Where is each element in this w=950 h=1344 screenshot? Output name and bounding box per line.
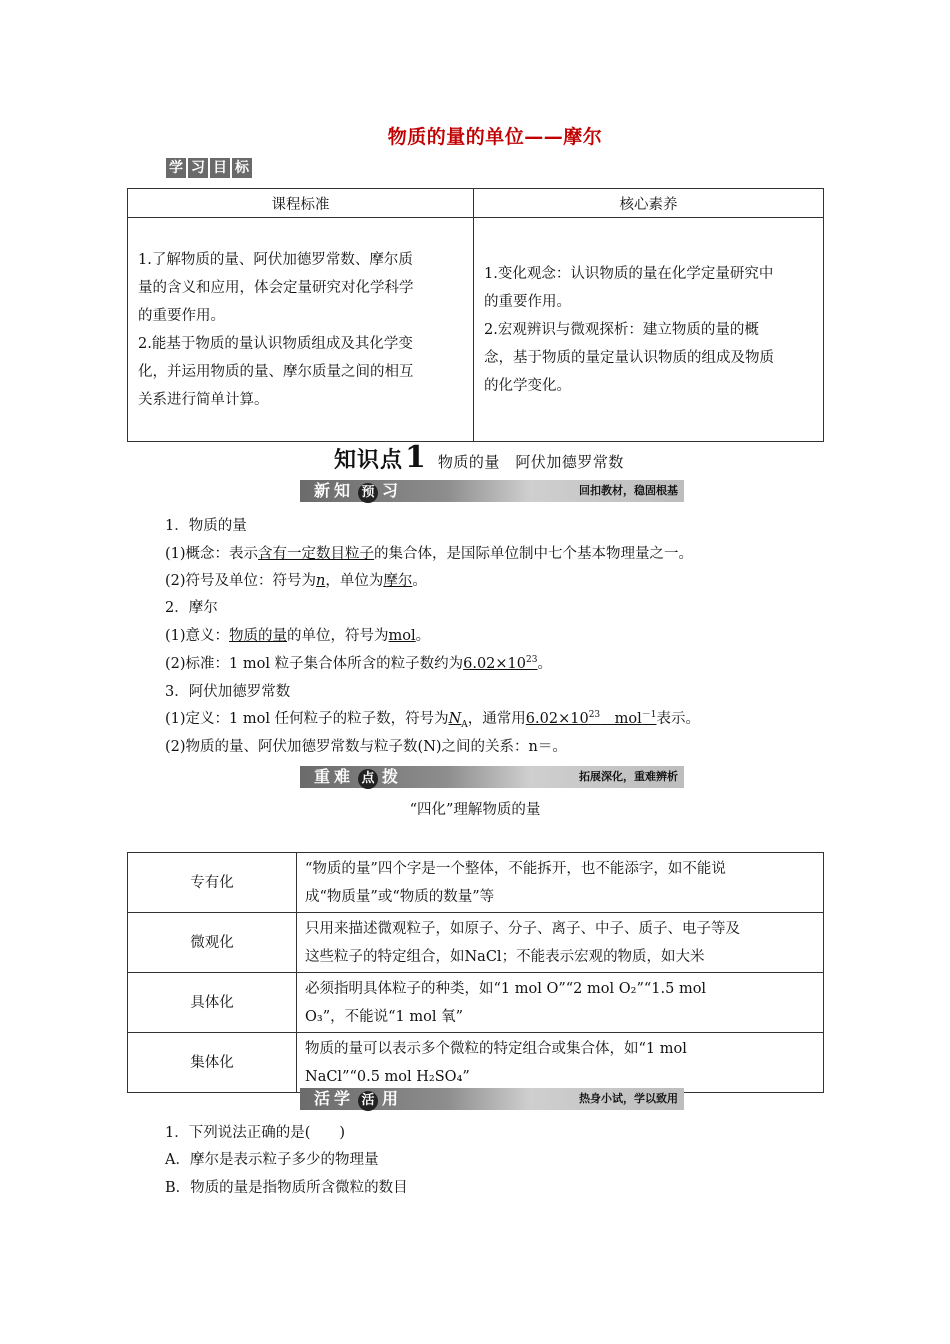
meaning-line: (1)意义：物质的量的单位，符号为mol。: [165, 628, 431, 644]
objectives-tag: [166, 158, 252, 178]
tag-char: 学: [166, 158, 186, 178]
banner-new-knowledge: [300, 480, 684, 502]
aspect-desc: 只用来描述微观粒子，如原子、分子、离子、中子、质子、电子等及 这些粒子的特定组合，如NaCl；不能表示宏观的物质，如大米: [297, 913, 824, 973]
curriculum-cell: [128, 218, 474, 442]
text-line: 关系进行简单计算。: [138, 391, 269, 408]
text-line: 的化学变化。: [484, 377, 571, 394]
section-heading: 1．物质的量: [165, 518, 247, 534]
aspect-key: 集体化: [128, 1033, 297, 1093]
standard-line: (2)标准：1 mol 粒子集合体所含的粒子数约为$6.02\times 10^{23}$。: [165, 655, 552, 672]
option-a[interactable]: A．摩尔是表示粒子多少的物理量: [165, 1152, 379, 1168]
text-line: 2.能基于物质的量认识物质组成及其化学变: [138, 335, 413, 352]
four-aspects-table: [127, 852, 824, 1093]
definition-line: (1)定义：1 mol 任何粒子的粒子数，符号为$N_A$，通常用$6.02\times 10^{23}$ mol$^{-1}$表示。: [165, 710, 700, 730]
banner-label: 活学 活 用: [314, 1088, 402, 1110]
concept-line: (1)概念：表示含有一定数目粒子的集合体，是国际单位制中七个基本物理量之一。: [165, 546, 694, 562]
symbol-line: (2)符号及单位：符号为n，单位为摩尔。: [165, 573, 427, 589]
table-row: [128, 913, 824, 973]
banner-slogan: 拓展深化，重难辨析: [579, 770, 678, 783]
aspect-desc: 物质的量可以表示多个微粒的特定组合或集合体，如“1 mol NaCl”“0.5 mol H₂SO₄”: [297, 1033, 824, 1093]
relation-line: (2)物质的量、阿伏加德罗常数与粒子数(N)之间的关系：n＝。: [165, 739, 567, 755]
aspect-key: 专有化: [128, 853, 297, 913]
core-literacy-cell: [474, 218, 824, 442]
section-heading: 3．阿伏加德罗常数: [165, 684, 291, 700]
banner-label: 重难 点 拨: [314, 766, 402, 788]
option-b[interactable]: B．物质的量是指物质所含微粒的数目: [165, 1180, 408, 1196]
table-row: [128, 853, 824, 913]
banner-practice: [300, 1088, 684, 1110]
knowledge-point-heading: [334, 440, 624, 475]
knowledge-point-subtitle: 物质的量 阿伏加德罗常数: [437, 453, 624, 471]
objectives-table: [127, 188, 824, 442]
table-row: [128, 973, 824, 1033]
section-heading: 2．摩尔: [165, 600, 218, 616]
text-line: 的重要作用。: [484, 293, 571, 310]
aspect-desc: “物质的量”四个字是一个整体，不能拆开，也不能添字，如不能说 成“物质量”或“物质的数量”等: [297, 853, 824, 913]
tag-char: 习: [188, 158, 208, 178]
banner-slogan: 热身小试，学以致用: [579, 1092, 678, 1105]
knowledge-point-number: 1: [405, 440, 426, 475]
text-line: 的重要作用。: [138, 307, 225, 324]
knowledge-point-label: 知识点: [334, 448, 404, 473]
text-line: 1.了解物质的量、阿伏加德罗常数、摩尔质: [138, 251, 413, 268]
aspect-key: 具体化: [128, 973, 297, 1033]
text-line: 1.变化观念：认识物质的量在化学定量研究中: [484, 265, 774, 282]
banner-slogan: 回扣教材，稳固根基: [579, 484, 678, 497]
header-curriculum: 课程标准: [128, 189, 474, 218]
text-line: 2.宏观辨识与微观探析：建立物质的量的概: [484, 321, 759, 338]
aspect-desc: 必须指明具体粒子的种类，如“1 mol O”“2 mol O₂”“1.5 mol O₃”，不能说“1 mol 氧”: [297, 973, 824, 1033]
four-aspects-title: “四化”理解物质的量: [409, 802, 541, 818]
text-line: 量的含义和应用，体会定量研究对化学科学: [138, 279, 414, 296]
page-title: 物质的量的单位——摩尔: [387, 126, 603, 148]
banner-label: 新知 预 习: [314, 480, 402, 502]
table-row: [128, 1033, 824, 1093]
text-line: 念，基于物质的量定量认识物质的组成及物质: [484, 349, 774, 366]
header-core-literacy: 核心素养: [474, 189, 824, 218]
text-line: 化，并运用物质的量、摩尔质量之间的相互: [138, 363, 414, 380]
tag-char: 目: [210, 158, 230, 178]
banner-key-points: [300, 766, 684, 788]
tag-char: 标: [232, 158, 252, 178]
aspect-key: 微观化: [128, 913, 297, 973]
question-stem: 1．下列说法正确的是( ): [165, 1125, 346, 1141]
